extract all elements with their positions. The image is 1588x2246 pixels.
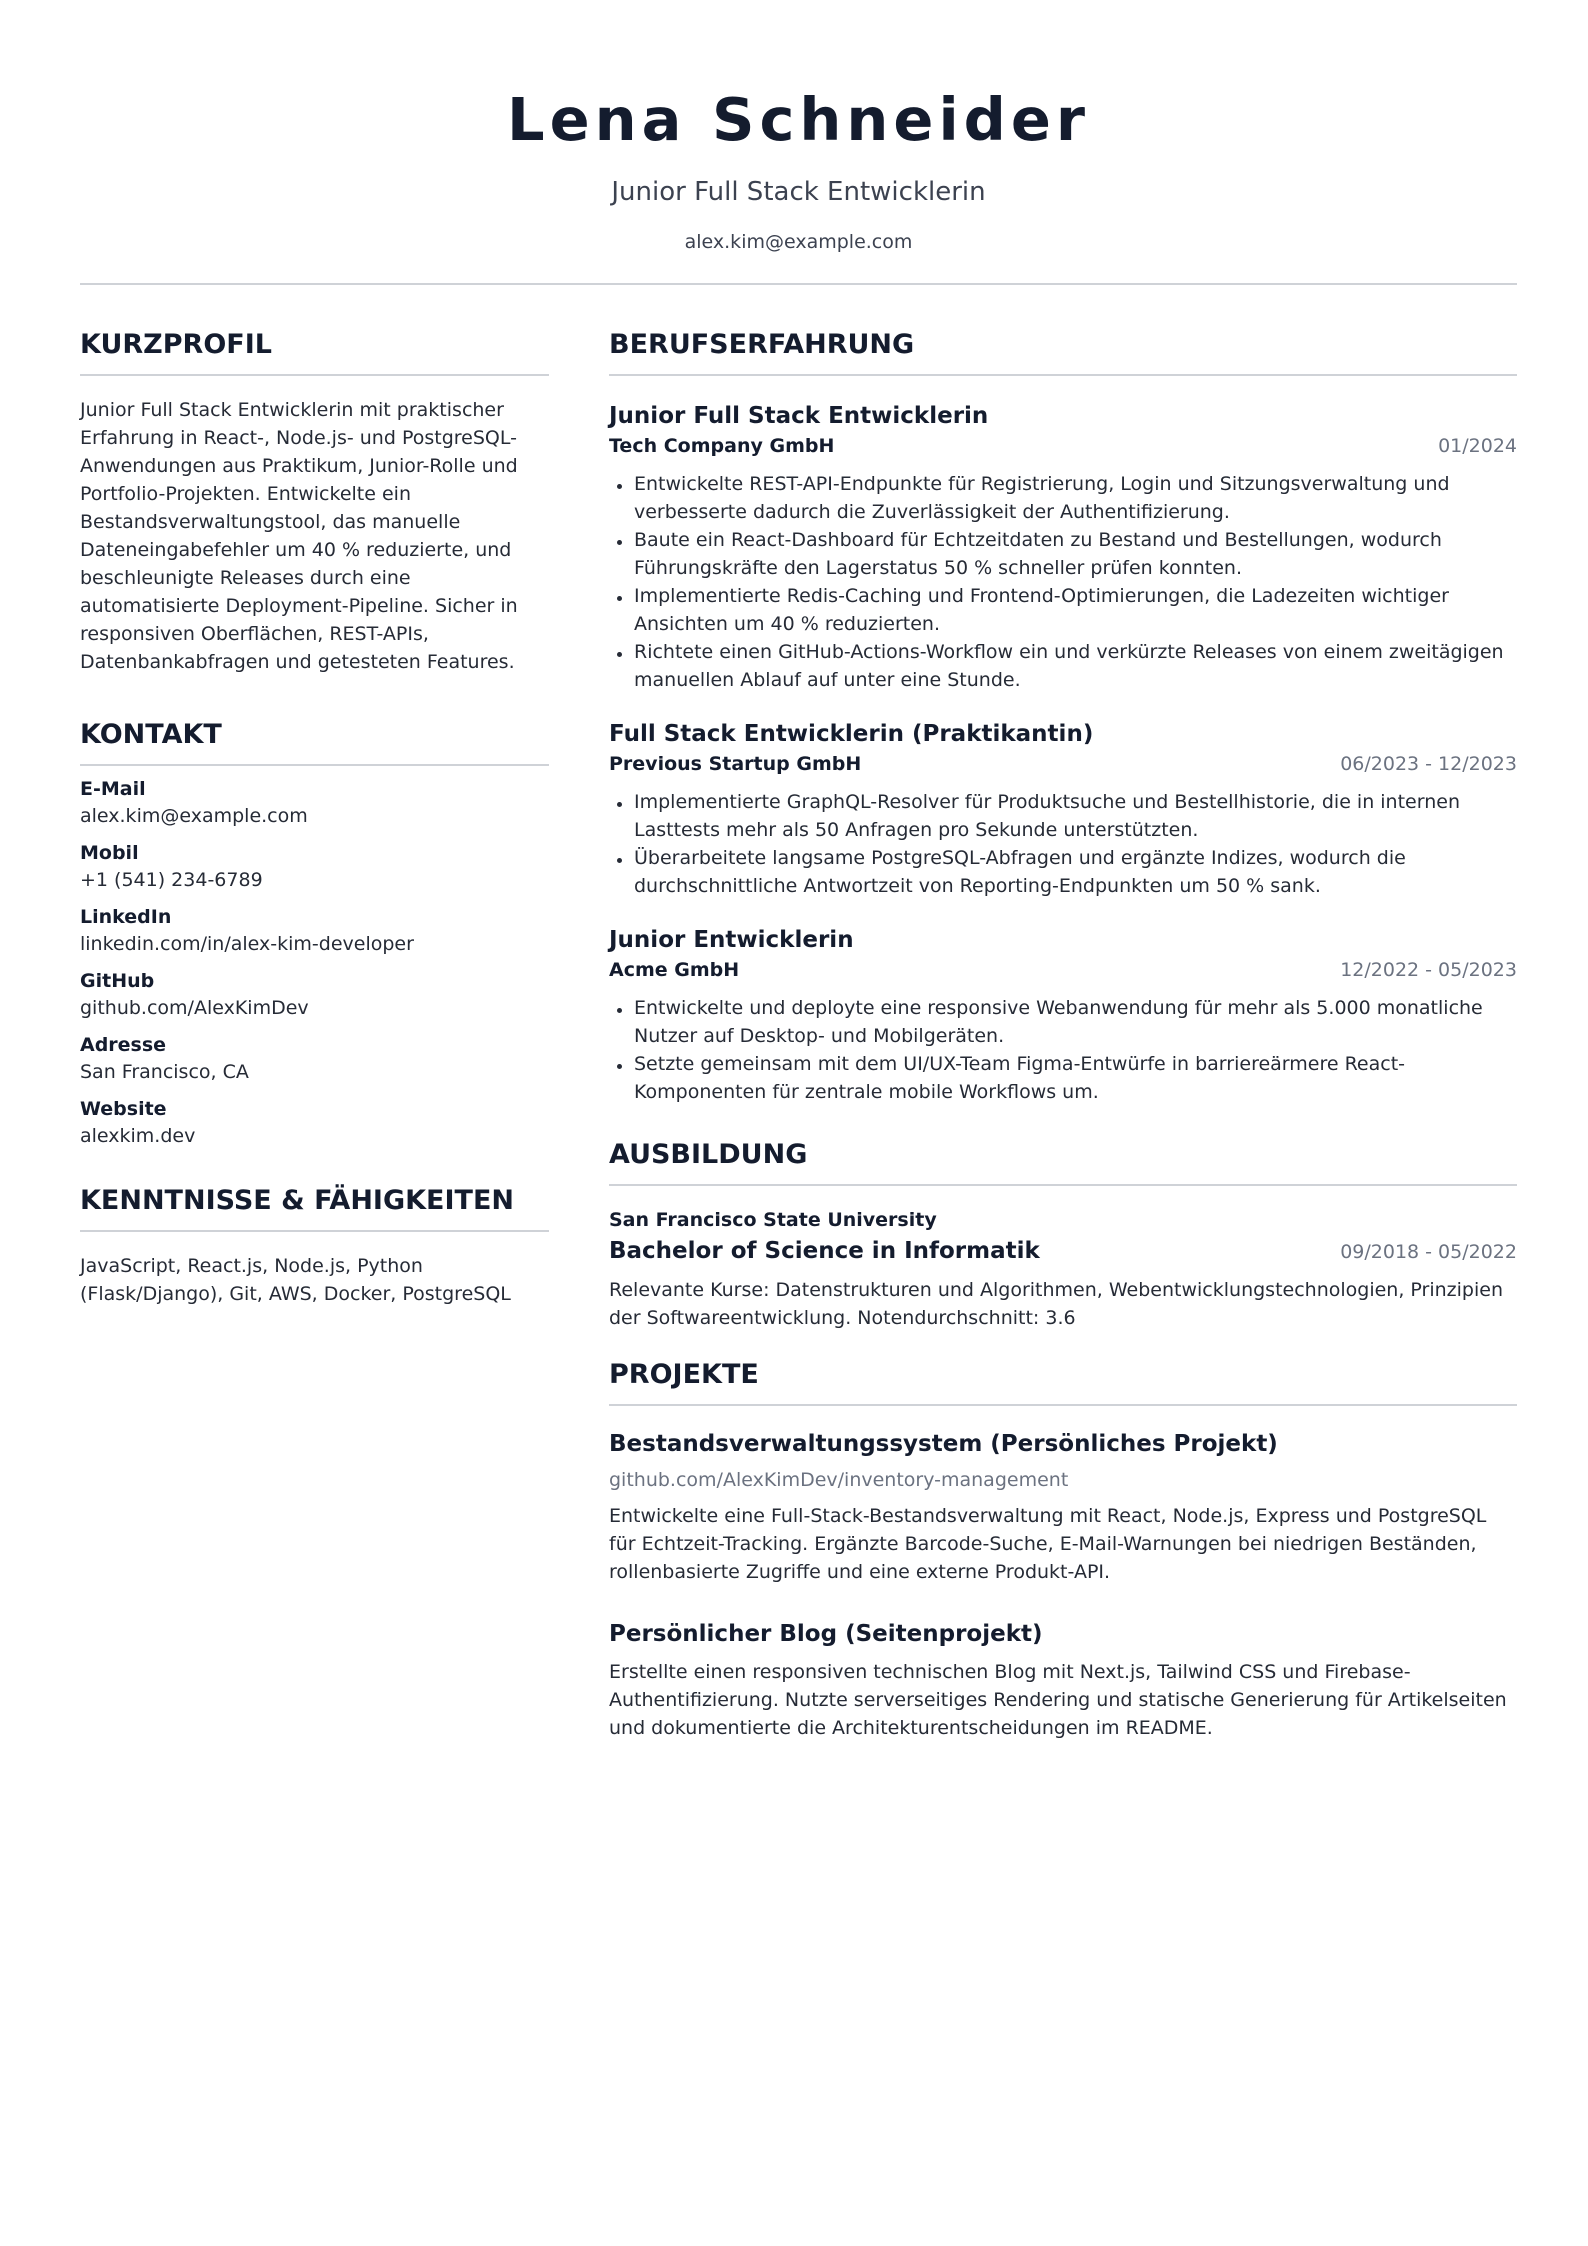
summary-title: KURZPROFIL: [80, 326, 549, 376]
project-title: Persönlicher Blog (Seitenprojekt): [609, 1621, 1043, 1647]
contact-label: GitHub: [80, 970, 155, 992]
skills-text: JavaScript, React.js, Node.js, Python (Flask/Django), Git, AWS, Docker, PostgreSQL: [80, 1255, 511, 1305]
job-bullet: Implementierte GraphQL-Resolver für Produktsuche und Bestellhistorie, die in internen Lasttests mehr als 50 Anfragen pro Sekunde unterstützten.: [609, 788, 1517, 844]
job-entry: [609, 400, 1517, 694]
job-title: Full Stack Entwicklerin (Praktikantin): [609, 721, 1094, 747]
project-entry: [609, 1428, 1517, 1586]
job-title: Junior Entwicklerin: [609, 927, 854, 953]
contact-address: San Francisco, CA: [80, 1061, 249, 1083]
education-section: [609, 1136, 1517, 1332]
job-bullet: Überarbeitete langsame PostgreSQL-Abfragen und ergänzte Indizes, wodurch die durchschnittliche Antwortzeit von Reporting-Endpunkten um 50 % sank.: [609, 844, 1517, 900]
job-bullet: Baute ein React-Dashboard für Echtzeitdaten zu Bestand und Bestellungen, wodurch Führungskräfte den Lagerstatus 50 % schneller prüfen konnten.: [609, 526, 1517, 582]
project-description: Entwickelte eine Full-Stack-Bestandsverwaltung mit React, Node.js, Express und PostgreSQL für Echtzeit-Tracking. Ergänzte Barcode-Suche, E-Mail-Warnungen bei niedrigen Beständen, rollenbasierte Zugriffe und eine externe Produkt-API.: [609, 1505, 1487, 1583]
contact-section: [80, 716, 549, 1150]
job-bullet: Entwickelte und deployte eine responsive Webanwendung für mehr als 5.000 monatliche Nutzer auf Desktop- und Mobilgeräten.: [609, 994, 1517, 1050]
contact-email-link[interactable]: alex.kim@example.com: [80, 805, 308, 827]
job-dates: 12/2022 - 05/2023: [1340, 959, 1517, 981]
summary-section: [80, 326, 549, 676]
job-bullet: Setzte gemeinsam mit dem UI/UX-Team Figma-Entwürfe in barriereärmere React-Komponenten für zentrale mobile Workflows um.: [609, 1050, 1517, 1106]
job-meta: [609, 750, 1517, 778]
contact-website-link[interactable]: alexkim.dev: [80, 1125, 196, 1147]
job-dates: 06/2023 - 12/2023: [1340, 753, 1517, 775]
job-dates: 01/2024: [1438, 435, 1517, 457]
header-divider: [80, 283, 1517, 285]
job-company: Previous Startup GmbH: [609, 753, 862, 775]
skills-section: [80, 1182, 549, 1308]
contact-label: E-Mail: [80, 778, 146, 800]
education-dates: 09/2018 - 05/2022: [1340, 1241, 1517, 1263]
job-bullet: Implementierte Redis-Caching und Frontend-Optimierungen, die Ladezeiten wichtiger Ansichten um 40 % reduzierten.: [609, 582, 1517, 638]
skills-title: KENNTNISSE & FÄHIGKEITEN: [80, 1182, 549, 1232]
contact-item-address: [80, 1032, 549, 1086]
job-bullets: [609, 470, 1517, 694]
job-bullet: Entwickelte REST-API-Endpunkte für Registrierung, Login und Sitzungsverwaltung und verbesserte dadurch die Zuverlässigkeit der Authentifizierung.: [609, 470, 1517, 526]
contact-item-email: [80, 776, 549, 830]
job-company: Acme GmbH: [609, 959, 740, 981]
contact-label: Adresse: [80, 1034, 167, 1056]
project-title: Bestandsverwaltungssystem (Persönliches Projekt): [609, 1431, 1278, 1457]
contact-item-linkedin: [80, 904, 549, 958]
contact-label: Mobil: [80, 842, 139, 864]
contact-label: Website: [80, 1098, 167, 1120]
candidate-name: Lena Schneider: [506, 85, 1091, 154]
contact-phone-link[interactable]: +1 (541) 234-6789: [80, 869, 263, 891]
job-meta: [609, 432, 1517, 460]
education-title: AUSBILDUNG: [609, 1136, 1517, 1186]
candidate-headline: Junior Full Stack Entwicklerin: [611, 177, 986, 207]
left-column: [80, 326, 549, 1308]
contact-item-website: [80, 1096, 549, 1150]
contact-linkedin-link[interactable]: linkedin.com/in/alex-kim-developer: [80, 933, 414, 955]
experience-section: [609, 326, 1517, 1106]
contact-list: [80, 776, 549, 1150]
job-bullet: Richtete einen GitHub-Actions-Workflow ein und verkürzte Releases von einem zweitägigen manuellen Ablauf auf unter eine Stunde.: [609, 638, 1517, 694]
job-company: Tech Company GmbH: [609, 435, 835, 457]
contact-title: KONTAKT: [80, 716, 549, 766]
summary-text: Junior Full Stack Entwicklerin mit praktischer Erfahrung in React-, Node.js- und PostgreSQL-Anwendungen aus Praktikum, Junior-Rolle und Portfolio-Projekten. Entwickelte ein Bestandsverwaltungstool, das manuelle Dateneingabefehler um 40 % reduzierte, und beschleunigte Releases durch eine automatisierte Deployment-Pipeline. Sicher in responsiven Oberflächen, REST-APIs, Datenbankabfragen und getesteten Features.: [80, 399, 518, 673]
job-meta: [609, 956, 1517, 984]
contact-label: LinkedIn: [80, 906, 172, 928]
project-entry: [609, 1618, 1517, 1742]
projects-section: [609, 1356, 1517, 1742]
job-title: Junior Full Stack Entwicklerin: [609, 403, 989, 429]
job-entry: [609, 718, 1517, 900]
resume-header: [80, 82, 1517, 254]
education-row: [609, 1234, 1517, 1268]
header-email: alex.kim@example.com: [684, 231, 913, 253]
project-link[interactable]: github.com/AlexKimDev/inventory-management: [609, 1469, 1069, 1491]
education-school: San Francisco State University: [609, 1209, 937, 1231]
projects-title: PROJEKTE: [609, 1356, 1517, 1406]
project-description: Erstellte einen responsiven technischen Blog mit Next.js, Tailwind CSS und Firebase-Authentifizierung. Nutzte serverseitiges Rendering und statische Generierung für Artikelseiten und dokumentierte die Architekturentscheidungen im README.: [609, 1661, 1507, 1739]
experience-title: BERUFSERFAHRUNG: [609, 326, 1517, 376]
right-column: [609, 326, 1517, 1742]
contact-item-phone: [80, 840, 549, 894]
education-degree: Bachelor of Science in Informatik: [609, 1238, 1040, 1264]
job-bullets: [609, 788, 1517, 900]
contact-item-github: [80, 968, 549, 1022]
job-bullets: [609, 994, 1517, 1106]
job-entry: [609, 924, 1517, 1106]
education-details: Relevante Kurse: Datenstrukturen und Algorithmen, Webentwicklungstechnologien, Prinzipien der Softwareentwicklung. Notendurchschnitt: 3.6: [609, 1279, 1503, 1329]
contact-github-link[interactable]: github.com/AlexKimDev: [80, 997, 309, 1019]
